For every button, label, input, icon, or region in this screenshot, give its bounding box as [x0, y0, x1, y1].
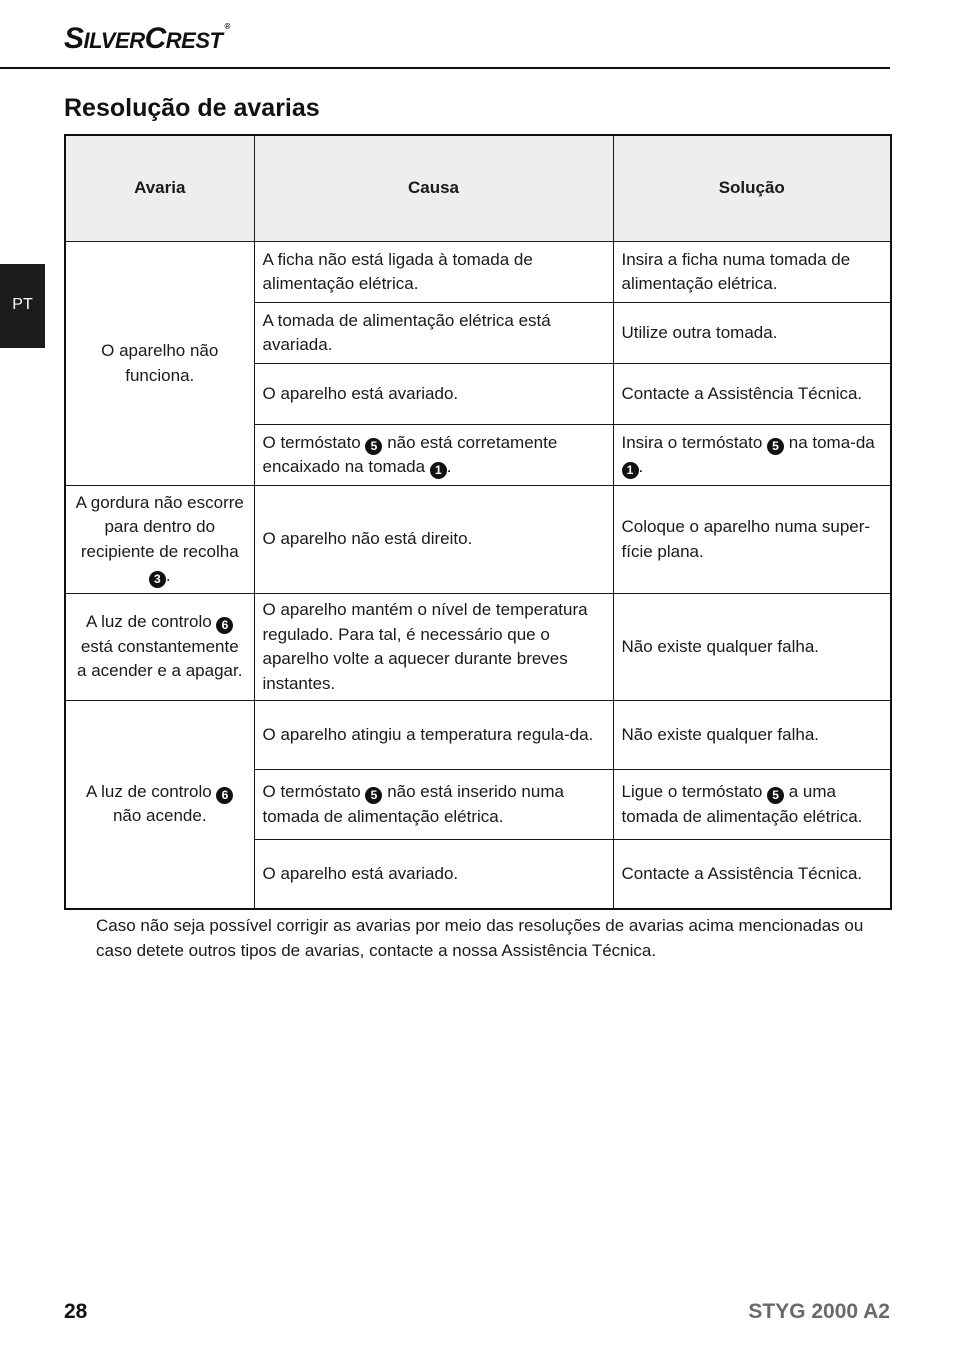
- solution-cell: Insira o termóstato 5 na toma-da 1 .: [613, 425, 891, 486]
- cause-cell: A ficha não está ligada à tomada de alimentação elétrica.: [254, 242, 613, 303]
- solution-cell: Insira a ficha numa tomada de alimentação elétrica.: [613, 242, 891, 303]
- solution-cell: Contacte a Assistência Técnica.: [613, 364, 891, 425]
- column-header-solution: Solução: [613, 135, 891, 242]
- column-header-fault: Avaria: [65, 135, 254, 242]
- cause-cell: O aparelho não está direito.: [254, 486, 613, 594]
- language-tab: [0, 264, 45, 348]
- cause-cell: A tomada de alimentação elétrica está avariada.: [254, 303, 613, 364]
- marker-5-icon: 5: [767, 787, 784, 804]
- marker-5-icon: 5: [365, 787, 382, 804]
- header-rule: [0, 67, 890, 69]
- table-row: [65, 701, 891, 770]
- table-header-row: [65, 135, 891, 242]
- solution-cell: Utilize outra tomada.: [613, 303, 891, 364]
- fault-cell: A luz de controlo 6 está constantemente a acender e a apagar.: [65, 594, 254, 701]
- solution-cell: Contacte a Assistência Técnica.: [613, 840, 891, 909]
- table-row: [65, 594, 891, 701]
- solution-cell: Ligue o termóstato 5 a uma tomada de alimentação elétrica.: [613, 770, 891, 840]
- marker-5-icon: 5: [365, 438, 382, 455]
- brand-logo: SILVERCREST®: [64, 22, 230, 55]
- troubleshooting-table: [64, 134, 892, 910]
- model-number: STYG 2000 A2: [748, 1300, 890, 1323]
- column-header-cause: Causa: [254, 135, 613, 242]
- table-row: [65, 242, 891, 303]
- solution-cell: Coloque o aparelho numa super-fície plana.: [613, 486, 891, 594]
- marker-1-icon: 1: [622, 462, 639, 479]
- table-row: [65, 486, 891, 594]
- page-title: Resolução de avarias: [64, 94, 320, 122]
- cause-cell: O termóstato 5 não está corretamente encaixado na tomada 1 .: [254, 425, 613, 486]
- fault-cell: A luz de controlo 6 não acende.: [65, 701, 254, 909]
- fault-cell: O aparelho não funciona.: [65, 242, 254, 486]
- cause-cell: O aparelho mantém o nível de temperatura regulado. Para tal, é necessário que o aparelho volte a aquecer durante breves instantes.: [254, 594, 613, 701]
- fault-cell: A gordura não escorre para dentro do recipiente de recolha 3 .: [65, 486, 254, 594]
- marker-5-icon: 5: [767, 438, 784, 455]
- cause-cell: O termóstato 5 não está inserido numa tomada de alimentação elétrica.: [254, 770, 613, 840]
- language-tab-label: PT: [12, 296, 33, 313]
- cause-cell: O aparelho está avariado.: [254, 840, 613, 909]
- marker-1-icon: 1: [430, 462, 447, 479]
- marker-3-icon: 3: [149, 571, 166, 588]
- solution-cell: Não existe qualquer falha.: [613, 594, 891, 701]
- cause-cell: O aparelho atingiu a temperatura regula-da.: [254, 701, 613, 770]
- marker-6-icon: 6: [216, 617, 233, 634]
- cause-cell: O aparelho está avariado.: [254, 364, 613, 425]
- footnote-text: Caso não seja possível corrigir as avarias por meio das resoluções de avarias acima mencionadas ou caso detete outros tipos de avarias, contacte a nossa Assistência Técnica.: [96, 916, 864, 960]
- page-number: 28: [64, 1300, 88, 1323]
- marker-6-icon: 6: [216, 787, 233, 804]
- solution-cell: Não existe qualquer falha.: [613, 701, 891, 770]
